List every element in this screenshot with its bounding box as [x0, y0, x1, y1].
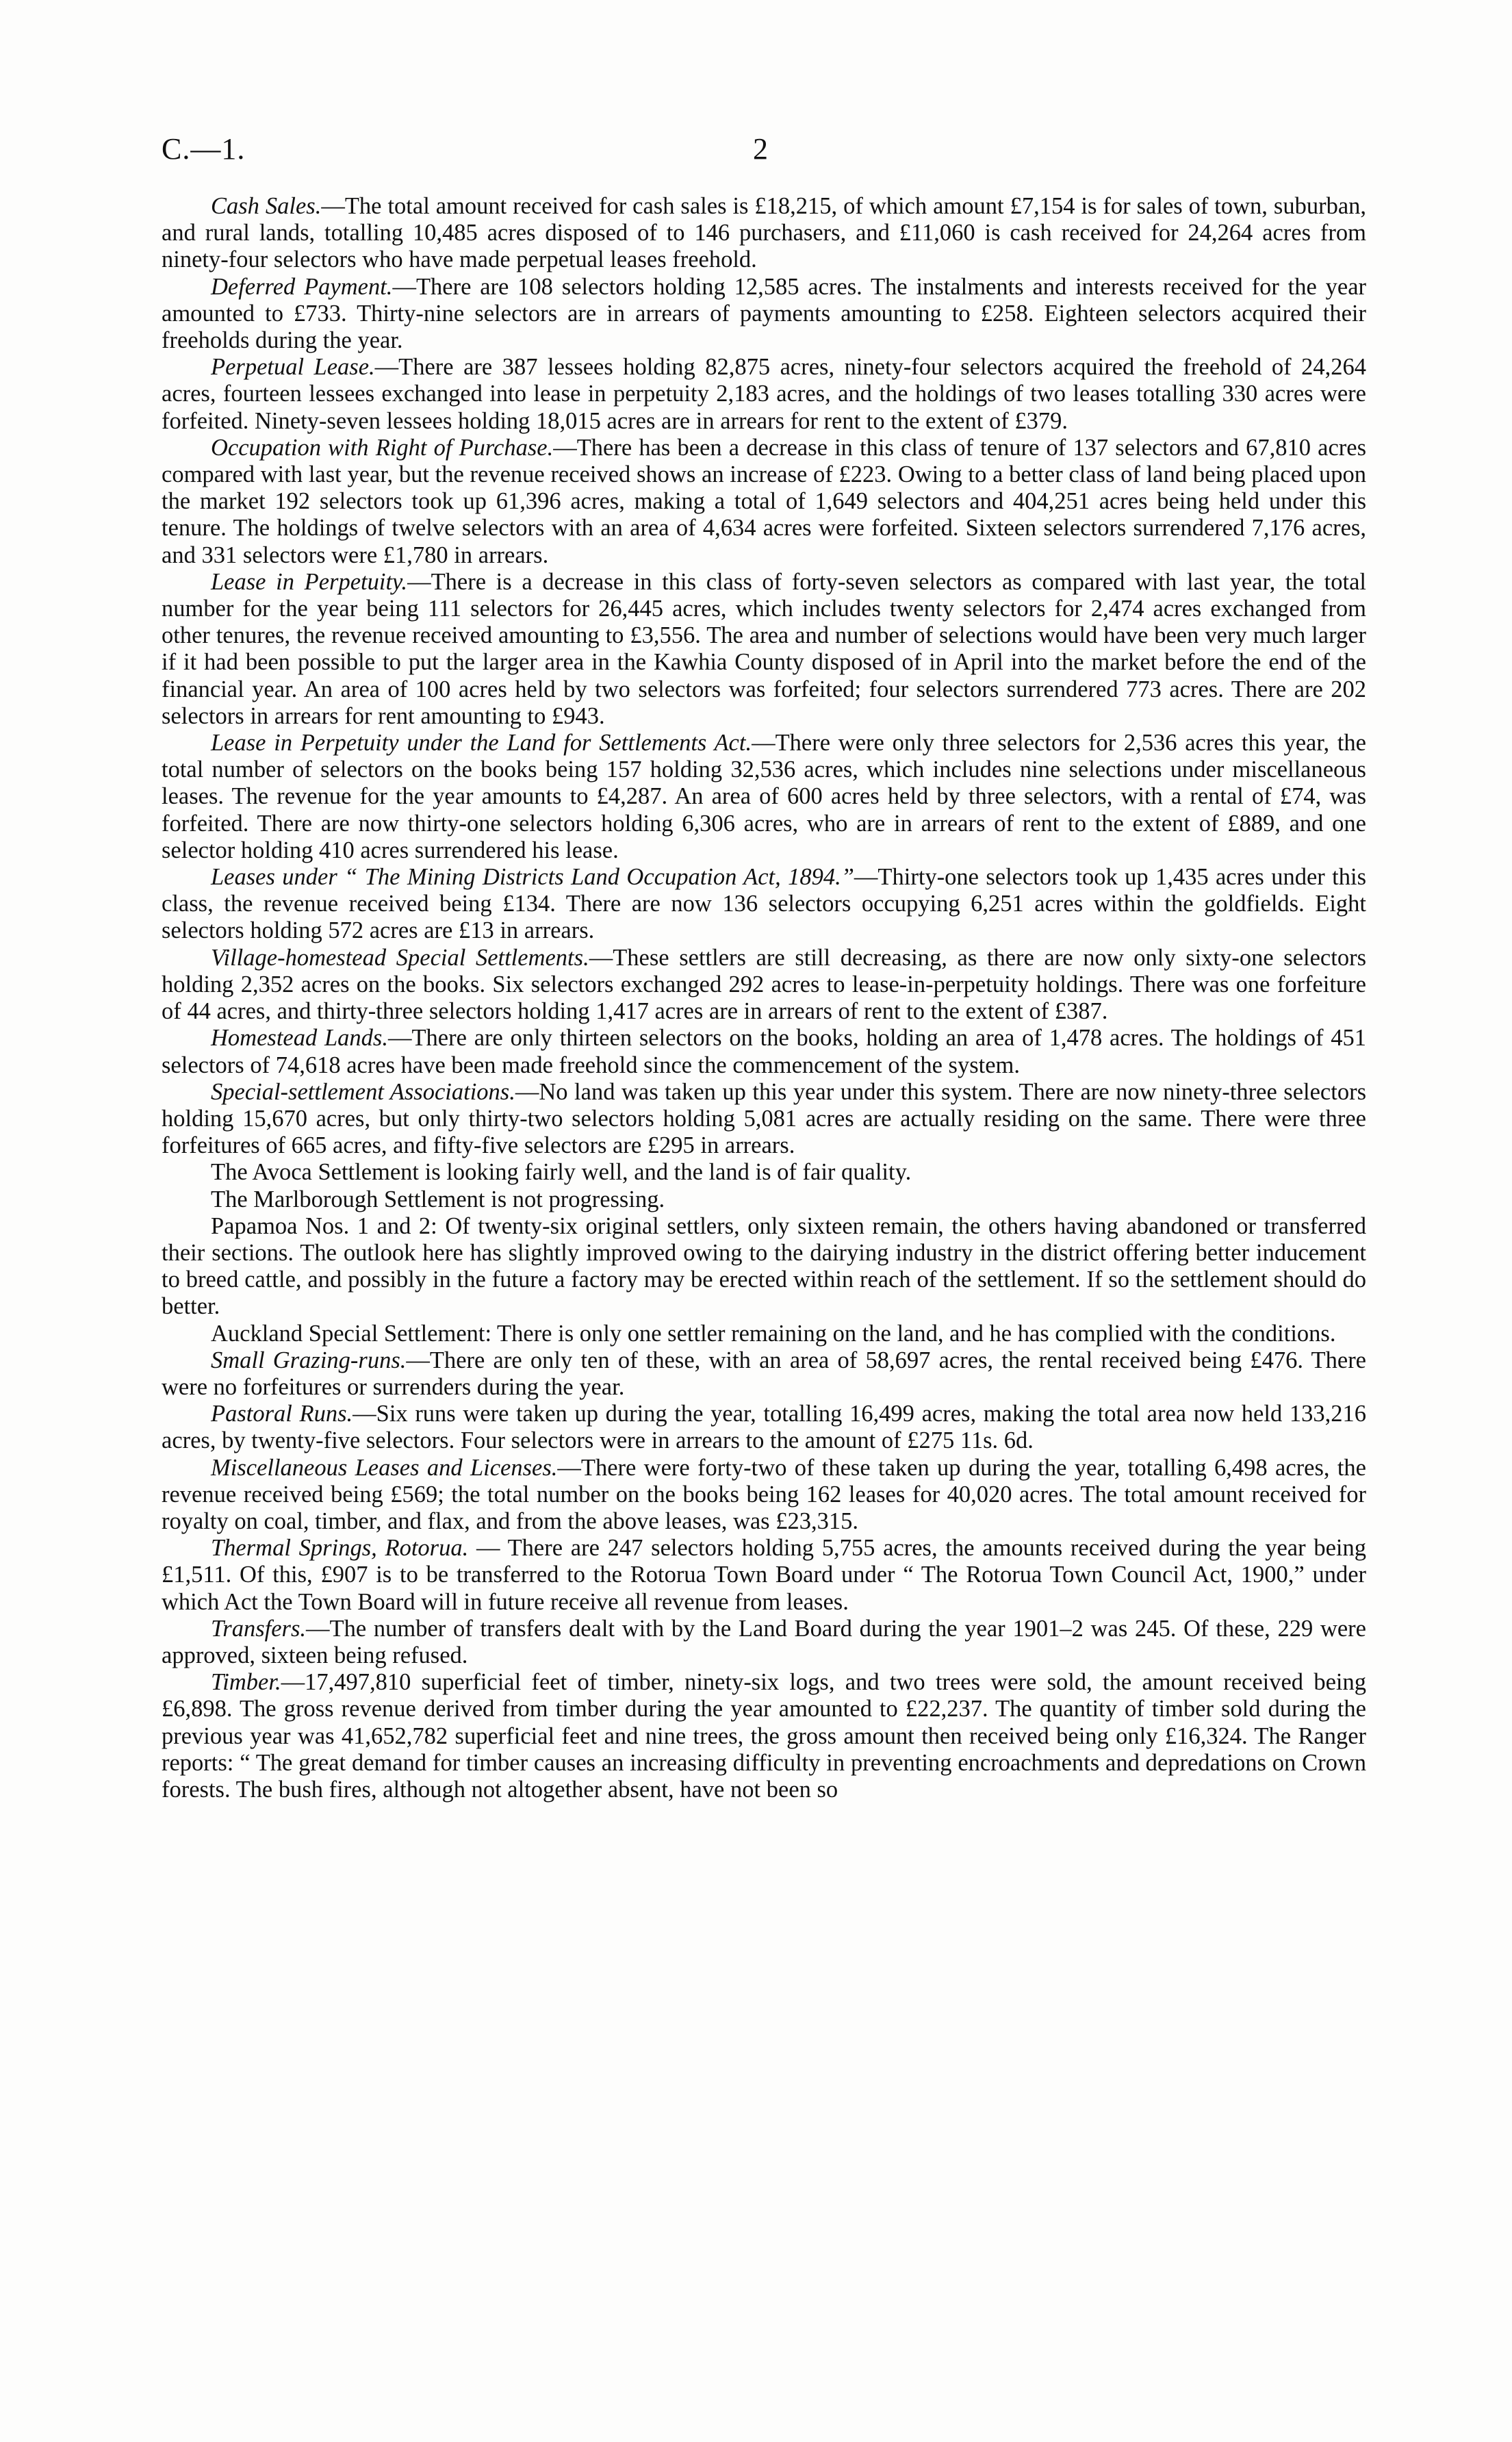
- paragraph-text: —There are only ten of these, with an area of 58,697 acres, the rental received being £476. There were no forfeitures or surrenders during the year.: [162, 1347, 1366, 1400]
- report-paragraph: [162, 569, 1366, 730]
- report-paragraph: [162, 1401, 1366, 1454]
- report-paragraph: [162, 1669, 1366, 1803]
- paragraph-text: Papamoa Nos. 1 and 2: Of twenty-six original settlers, only sixteen remain, the others having abandoned or transferred their sections. The outlook here has slightly improved owing to the dairying industry in the district offering better inducement to breed cattle, and possibly in the future a factory may be erected within reach of the settlement. If so the settlement should do better.: [162, 1212, 1366, 1320]
- page-number: 2: [753, 132, 768, 166]
- paragraph-text: —No land was taken up this year under this system. There are now ninety-three selectors holding 15,670 acres, but only thirty-two selectors holding 5,081 acres are actually residing on the same. There were three forfeitures of 665 acres, and fifty-five selectors are £295 in arrears.: [162, 1078, 1366, 1159]
- report-paragraph: [162, 1347, 1366, 1401]
- paragraph-text: —There were forty-two of these taken up during the year, totalling 6,498 acres, the revenue received being £569; the total number on the books being 162 leases for 40,020 acres. The total amount received for royalty on coal, timber, and flax, and from the above leases, was £23,315.: [162, 1454, 1366, 1534]
- paragraph-heading: Cash Sales.: [211, 193, 322, 219]
- paragraph-text: —These settlers are still decreasing, as there are now only sixty-one selectors holding 2,352 acres on the books. Six selectors exchanged 292 acres to lease-in-perpetuity holdings. There was one forfeiture of 44 acres, and thirty-three selectors holding 1,417 acres are in arrears of rent to the extent of £387.: [162, 944, 1366, 1025]
- paragraph-heading: Deferred Payment.: [211, 273, 393, 300]
- report-paragraph: [162, 193, 1366, 274]
- report-paragraph: [162, 1455, 1366, 1536]
- paragraph-heading: Pastoral Runs.: [211, 1401, 353, 1427]
- paragraph-heading: Transfers.: [211, 1615, 307, 1642]
- paragraph-text: The Avoca Settlement is looking fairly well, and the land is of fair quality.: [211, 1159, 912, 1186]
- paragraph-heading: Lease in Perpetuity under the Land for Settlements Act.: [211, 730, 752, 756]
- report-paragraph: [162, 354, 1366, 435]
- report-paragraph: [162, 1321, 1366, 1347]
- report-paragraph: [162, 1159, 1366, 1186]
- report-paragraph: [162, 1535, 1366, 1616]
- report-paragraph: [162, 730, 1366, 864]
- paragraph-text: —The total amount received for cash sales is £18,215, of which amount £7,154 is for sales of town, suburban, and rural lands, totalling 10,485 acres disposed of to 146 purchasers, and £11,060 is cash received for 24,264 acres from ninety-four selectors who have made perpetual leases freehold.: [162, 193, 1367, 273]
- paragraph-text: Auckland Special Settlement: There is only one settler remaining on the land, and he has complied with the conditions.: [211, 1320, 1336, 1347]
- paragraph-text: —There were only three selectors for 2,536 acres this year, the total number of selectors on the books being 157 holding 32,536 acres, which includes nine selections under miscellaneous leases. The revenue for the year amounts to £4,287. An area of 600 acres held by three selectors, with a rental of £74, was forfeited. There are now thirty-one selectors holding 6,306 acres, who are in arrears of rent to the extent of £889, and one selector holding 410 acres surrendered his lease.: [162, 730, 1366, 863]
- paragraph-heading: Lease in Perpetuity.: [211, 568, 408, 595]
- document-reference: C.—1.: [162, 132, 246, 166]
- paragraph-heading: Perpetual Lease.: [211, 354, 375, 381]
- paragraph-text: The Marlborough Settlement is not progressing.: [211, 1186, 665, 1212]
- report-paragraph: [162, 1616, 1366, 1669]
- page-header: [162, 131, 1366, 173]
- paragraph-text: —There is a decrease in this class of forty-seven selectors as compared with last year, the total number for the year being 111 selectors for 26,445 acres, which includes twenty selectors for 2,474 acres exchanged from other tenures, the revenue received amounting to £3,556. The area and number of selections would have been very much larger if it had been possible to put the larger area in the Kawhia County disposed of in April into the market before the end of the financial year. An area of 100 acres held by two selectors was forfeited; four selectors surrendered 773 acres. There are 202 selectors in arrears for rent amounting to £943.: [162, 568, 1366, 729]
- paragraph-heading: Thermal Springs, Rotorua.: [211, 1535, 469, 1562]
- paragraph-text: — There are 247 selectors holding 5,755 acres, the amounts received during the year being £1,511. Of this, £907 is to be transferred to the Rotorua Town Board under “ The Rotorua Town Council Act, 1900,” under which Act the Town Board will in future receive all revenue from leases.: [162, 1535, 1366, 1615]
- paragraph-text: —17,497,810 superficial feet of timber, ninety-six logs, and two trees were sold, the amount received being £6,898. The gross revenue derived from timber during the year amounted to £22,237. The quantity of timber sold during the previous year was 41,652,782 superficial feet and nine trees, the gross amount then received being only £16,324. The Ranger reports: “ The great demand for timber causes an increasing difficulty in preventing encroachments and depredations on Crown forests. The bush fires, although not altogether absent, have not been so: [162, 1669, 1366, 1803]
- report-paragraph: [162, 1213, 1366, 1321]
- paragraph-text: —There are only thirteen selectors on the books, holding an area of 1,478 acres. The holdings of 451 selectors of 74,618 acres have been made freehold since the commencement of the system.: [162, 1025, 1366, 1078]
- paragraph-text: —There has been a decrease in this class of tenure of 137 selectors and 67,810 acres compared with last year, but the revenue received shows an increase of £223. Owing to a better class of land being placed upon the market 192 selectors took up 61,396 acres, making a total of 1,649 selectors and 404,251 acres being held under this tenure. The holdings of twelve selectors with an area of 4,634 acres were forfeited. Sixteen selectors surrendered 7,176 acres, and 331 selectors were £1,780 in arrears.: [162, 434, 1366, 568]
- report-body: [162, 193, 1366, 1803]
- report-paragraph: [162, 435, 1366, 569]
- report-paragraph: [162, 864, 1366, 945]
- paragraph-heading: Homestead Lands.: [211, 1025, 388, 1052]
- report-paragraph: [162, 1079, 1366, 1160]
- paragraph-heading: Timber.: [211, 1669, 281, 1696]
- paragraph-heading: Miscellaneous Leases and Licenses.: [211, 1454, 558, 1481]
- paragraph-text: —There are 387 lessees holding 82,875 acres, ninety-four selectors acquired the freehold of 24,264 acres, fourteen lessees exchanged into lease in perpetuity 2,183 acres, and the holdings of two leases totalling 330 acres were forfeited. Ninety-seven lessees holding 18,015 acres are in arrears for rent to the extent of £379.: [162, 354, 1366, 434]
- paragraph-text: —Thirty-one selectors took up 1,435 acres under this class, the revenue received being £134. There are now 136 selectors occupying 6,251 acres within the goldfields. Eight selectors holding 572 acres are £13 in arrears.: [162, 864, 1366, 944]
- paragraph-text: —There are 108 selectors holding 12,585 acres. The instalments and interests received for the year amounted to £733. Thirty-nine selectors are in arrears of payments amounting to £258. Eighteen selectors acquired their freeholds during the year.: [162, 273, 1366, 354]
- report-paragraph: [162, 945, 1366, 1026]
- paragraph-text: —Six runs were taken up during the year, totalling 16,499 acres, making the total area now held 133,216 acres, by twenty-five selectors. Four selectors were in arrears to the amount of £275 11s. 6d.: [162, 1401, 1366, 1454]
- paragraph-heading: Leases under “ The Mining Districts Land Occupation Act, 1894.”: [211, 864, 854, 891]
- paragraph-heading: Occupation with Right of Purchase.: [211, 434, 554, 461]
- report-paragraph: [162, 274, 1366, 355]
- report-paragraph: [162, 1025, 1366, 1078]
- paragraph-heading: Small Grazing-runs.: [211, 1347, 407, 1373]
- report-paragraph: [162, 1186, 1366, 1213]
- paragraph-heading: Village-homestead Special Settlements.: [211, 944, 589, 971]
- paragraph-heading: Special-settlement Associations.: [211, 1078, 515, 1105]
- paragraph-text: —The number of transfers dealt with by the Land Board during the year 1901–2 was 245. Of these, 229 were approved, sixteen being refused.: [162, 1615, 1366, 1668]
